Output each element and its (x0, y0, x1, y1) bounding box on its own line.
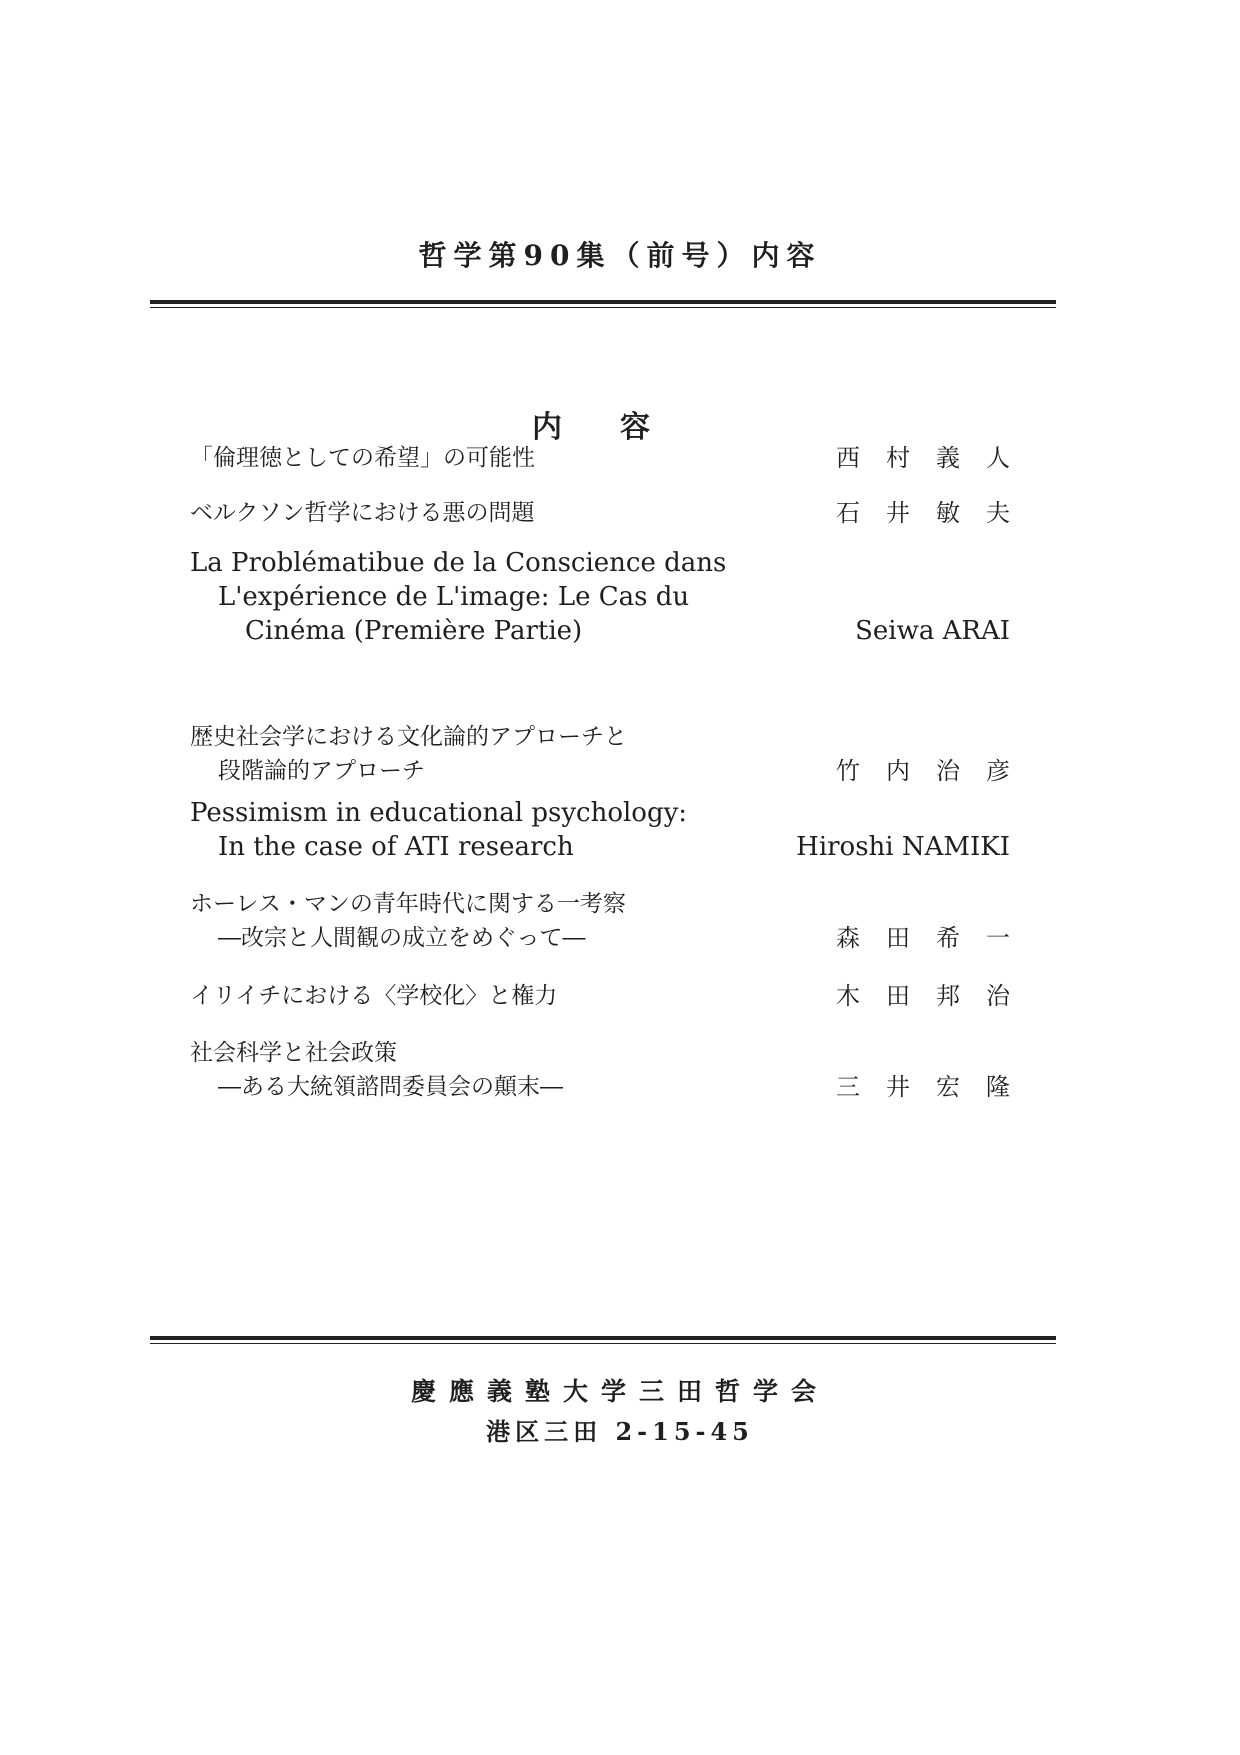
rule-thin-line (150, 1343, 1056, 1344)
entry-author: 西村義人 (836, 444, 1036, 472)
entry-title-line: ベルクソン哲学における悪の問題 (190, 500, 535, 526)
rule-thin-line (150, 307, 1056, 308)
toc-entry (190, 979, 1036, 1013)
toc-entry (190, 546, 1010, 648)
entry-title-line: In the case of ATI research (218, 832, 574, 862)
toc-entry (190, 720, 1036, 788)
entry-title-line: Cinéma (Première Partie) (245, 616, 583, 646)
bottom-double-rule (150, 1336, 1056, 1344)
entry-title-line: ホーレス・マンの青年時代に関する一考察 (190, 891, 626, 917)
entry-title-line: L'expérience de L'image: Le Cas du (218, 582, 690, 612)
entry-title-line: ―改宗と人間観の成立をめぐって― (218, 925, 586, 951)
entry-title-line: 社会科学と社会政策 (190, 1040, 397, 1066)
entry-author: 石井敏夫 (836, 499, 1036, 527)
rule-thick-line (150, 1336, 1056, 1340)
toc-entry (190, 496, 1036, 530)
entry-title-line: 「倫理徳としての希望」の可能性 (190, 445, 535, 471)
top-double-rule (150, 300, 1056, 308)
publisher-name: 慶應義塾大学三田哲学会 (410, 1377, 829, 1406)
toc-entry (190, 887, 1036, 955)
toc-heading: 内容 (532, 410, 708, 445)
entry-title-line: 段階論的アプローチ (218, 758, 425, 784)
toc-entry (190, 441, 1036, 475)
publisher-address: 港区三田 2-15-45 (486, 1417, 754, 1446)
entry-title-line: La Problématibue de la Conscience dans (190, 548, 727, 578)
entry-author: Seiwa ARAI (855, 616, 1010, 646)
entry-author: 三井宏隆 (836, 1073, 1036, 1101)
toc-entry (190, 1036, 1036, 1104)
rule-thick-line (150, 300, 1056, 304)
page-title: 哲学第90集（前号）内容 (418, 239, 822, 272)
entry-title-line: 歴史社会学における文化論的アプローチと (190, 724, 627, 750)
toc-entry (190, 796, 1010, 864)
entry-author: 森田希一 (836, 924, 1036, 952)
entry-title-line: ―ある大統領諮問委員会の顛末― (218, 1074, 563, 1100)
entry-title-line: Pessimism in educational psychology: (190, 798, 688, 828)
entry-author: Hiroshi NAMIKI (796, 832, 1010, 862)
entry-author: 竹内治彦 (836, 757, 1036, 785)
entry-author: 木田邦治 (836, 982, 1036, 1010)
entry-title-line: イリイチにおける〈学校化〉と権力 (190, 983, 558, 1009)
